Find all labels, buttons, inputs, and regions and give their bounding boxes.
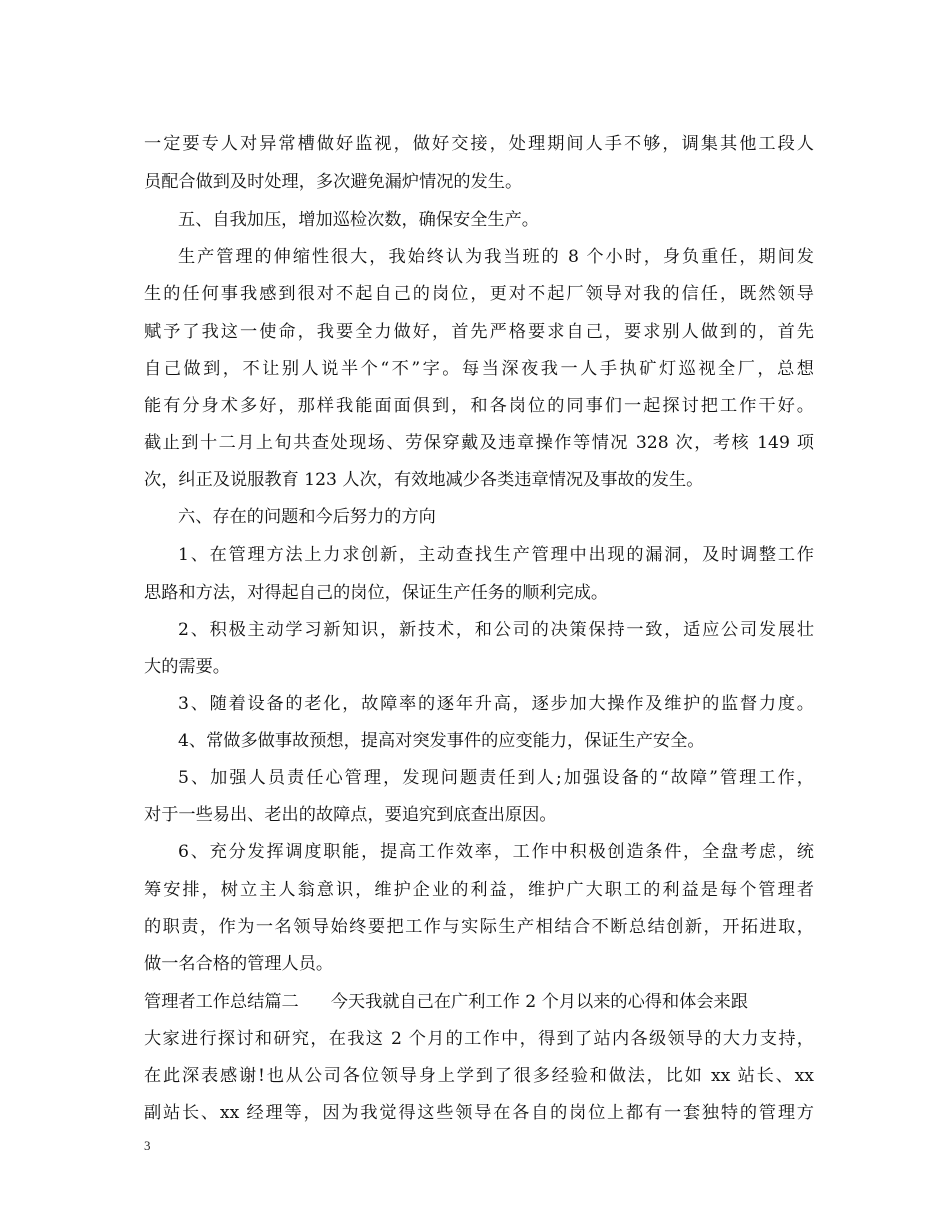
text-line: 做一名合格的管理人员。 <box>144 954 334 974</box>
text-line: 员配合做到及时处理，多次避免漏炉情况的发生。 <box>144 172 523 192</box>
text-line: 6、充分发挥调度职能，提高工作效率，工作中积极创造条件，全盘考虑，统 <box>178 842 814 862</box>
text-line: 赋予了我这一使命，我要全力做好，首先严格要求自己，要求别人做到的，首先 <box>144 322 814 342</box>
text-line: 五、自我加压，增加巡检次数，确保安全生产。 <box>178 210 539 230</box>
text-line: 截止到十二月上旬共查处现场、劳保穿戴及违章操作等情况 328 次，考核 149 项 <box>144 433 814 453</box>
text-line: 3、随着设备的老化，故障率的逐年升高，逐步加大操作及维护的监督力度。 <box>178 694 814 714</box>
text-line: 自己做到，不让别人说半个“不”字。每当深夜我一人手执矿灯巡视全厂，总想 <box>144 359 814 379</box>
text-line: 筹安排，树立主人翁意识，维护企业的利益，维护广大职工的利益是每个管理者 <box>144 880 814 900</box>
text-line: 4、常做多做事故预想，提高对突发事件的应变能力，保证生产安全。 <box>178 731 705 751</box>
page-number: 3 <box>144 1138 151 1153</box>
text-line: 对于一些易出、老出的故障点，要追究到底查出原因。 <box>144 805 557 825</box>
text-line: 在此深表感谢!也从公司各位领导身上学到了很多经验和做法，比如 xx 站长、xx <box>144 1066 814 1086</box>
text-line: 一定要专人对异常槽做好监视，做好交接，处理期间人手不够，调集其他工段人 <box>144 134 814 154</box>
text-line: 5、加强人员责任心管理，发现问题责任到人;加强设备的“故障”管理工作， <box>178 768 814 788</box>
text-line: 副站长、xx 经理等，因为我觉得这些领导在各自的岗位上都有一套独特的管理方 <box>144 1103 814 1123</box>
text-line: 思路和方法，对得起自己的岗位，保证生产任务的顺利完成。 <box>144 583 609 603</box>
text-line: 生的任何事我感到很对不起自己的岗位，更对不起厂领导对我的信任，既然领导 <box>144 284 814 304</box>
text-segment: 今天我就自己在广利工作 2 个月以来的心得和体会来跟 <box>330 992 748 1012</box>
text-line: 次，纠正及说服教育 123 人次，有效地减少各类违章情况及事故的发生。 <box>144 470 704 490</box>
text-line: 生产管理的伸缩性很大，我始终认为我当班的 8 个小时，身负重任，期间发 <box>178 247 814 267</box>
text-line <box>144 992 814 1012</box>
text-line: 大的需要。 <box>144 657 230 677</box>
text-line: 的职责，作为一名领导始终要把工作与实际生产相结合不断总结创新，开拓进取， <box>144 917 814 937</box>
text-line: 2、积极主动学习新知识，新技术，和公司的决策保持一致，适应公司发展壮 <box>178 620 814 640</box>
section-heading: 六、存在的问题和今后努力的方向 <box>178 507 436 527</box>
text-line: 1、在管理方法上力求创新，主动查找生产管理中出现的漏洞，及时调整工作 <box>178 545 814 565</box>
article-title: 管理者工作总结篇二 <box>144 992 299 1012</box>
text-line: 大家进行探讨和研究，在我这 2 个月的工作中，得到了站内各级领导的大力支持， <box>144 1029 814 1049</box>
text-line: 能有分身术多好，那样我能面面俱到，和各岗位的同事们一起探讨把工作干好。 <box>144 396 814 416</box>
